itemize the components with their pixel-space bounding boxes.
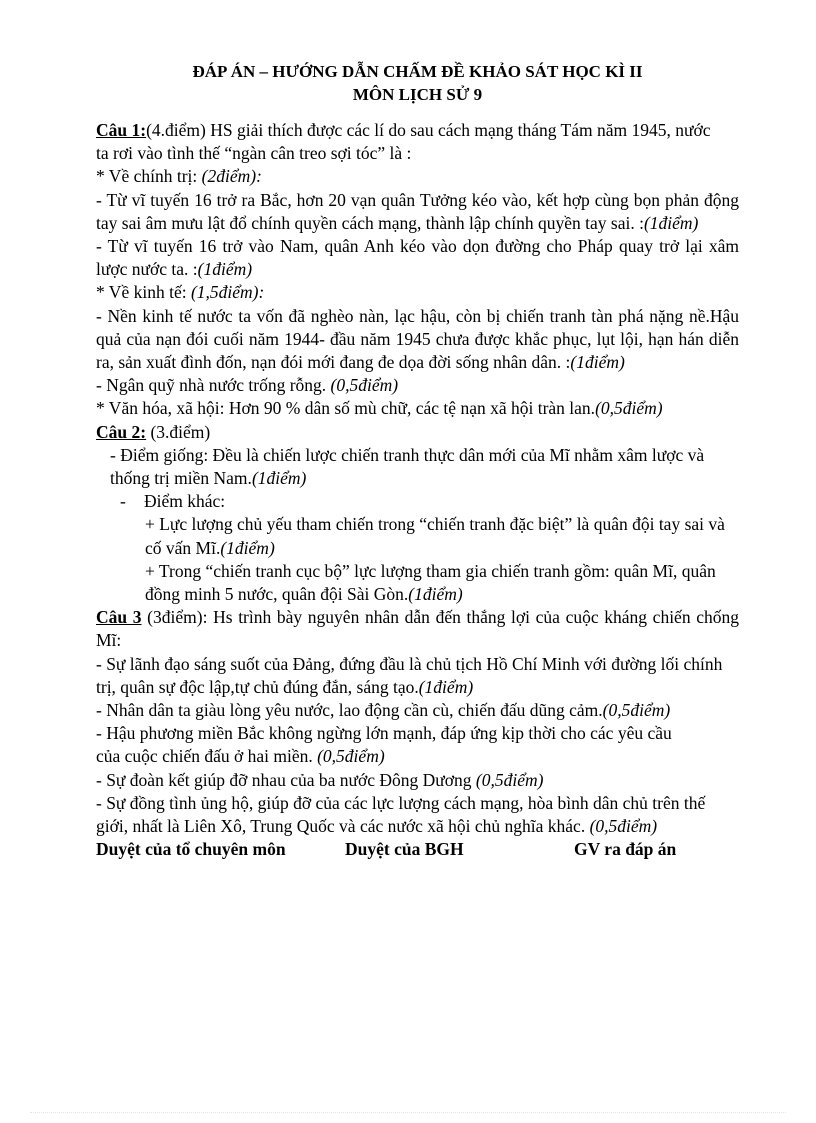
q1-economy-item-2: - Ngân quỹ nhà nước trống rỗng. (0,5điểm) [96, 375, 399, 396]
signature-teacher: GV ra đáp án [574, 839, 677, 860]
q1-economy-item-1: - Nền kinh tế nước ta vốn đã nghèo nàn, lạc hậu, còn bị chiến tranh tàn phá nặng nề.Hậu quả của nạn đói cuối năm 1944- đầu năm 1945 chưa được khắc phục, lụt lội, hạn hán diễn ra, sản xuất đình đốn, nạn đói mới đang đe dọa đời sống nhân dân. :(1điểm) [96, 305, 739, 373]
q3-intro: Câu 3 (3điểm): Hs trình bày nguyên nhân dẫn đến thắng lợi của cuộc kháng chiến chống Mĩ: [96, 607, 739, 651]
points: (1điểm) [251, 468, 307, 489]
q1-politics-heading: * Về chính trị: (2điểm): [96, 166, 262, 187]
signature-department: Duyệt của tổ chuyên môn [96, 839, 286, 860]
q2-difference-item-2: + Trong “chiến tranh cục bộ” lực lượng tham gia chiến tranh gồm: quân Mĩ, quân đồng minh 5 nước, quân đội Sài Gòn.(1điểm) [145, 560, 716, 605]
q3-reason-5: - Sự đồng tình ủng hộ, giúp đỡ của các lực lượng cách mạng, hòa bình dân chủ trên thế giới, nhất là Liên Xô, Trung Quốc và các nước xã hội chủ nghĩa khác. (0,5điểm) [96, 792, 706, 837]
q3-reason-4: - Sự đoàn kết giúp đỡ nhau của ba nước Đông Dương (0,5điểm) [96, 769, 544, 790]
page-bottom-divider [30, 1112, 786, 1113]
answer-key-page [96, 60, 739, 862]
q1-politics-item-1: - Từ vĩ tuyến 16 trở ra Bắc, hơn 20 vạn quân Tưởng kéo vào, kết hợp cùng bọn phản động tay sai âm mưu lật đổ chính quyền cách mạng, thành lập chính quyền tay sai. :(1điểm) [96, 189, 739, 233]
q1-politics-item-2: - Từ vĩ tuyến 16 trở vào Nam, quân Anh kéo vào dọn đường cho Pháp quay trở lại xâm lược nước ta. :(1điểm) [96, 236, 739, 280]
q1-intro: Câu 1:(4.điểm) HS giải thích được các lí do sau cách mạng tháng Tám năm 1945, nước ta rơi vào tình thế “ngàn cân treo sợi tóc” là : [96, 120, 711, 164]
points: (1điểm) [418, 676, 474, 697]
points: (0,5điểm) [589, 816, 658, 837]
document-header [96, 60, 739, 106]
points: (1điểm) [643, 212, 699, 233]
signature-board: Duyệt của BGH [345, 839, 464, 860]
q1-label: Câu 1: [96, 120, 147, 140]
points: (0,5điểm) [317, 746, 385, 767]
q3-reason-3: - Hậu phương miền Bắc không ngừng lớn mạnh, đáp ứng kịp thời cho các yêu cầu của cuộc chiến đấu ở hai miền. (0,5điểm) [96, 723, 672, 767]
q2-similarity: - Điểm giống: Đều là chiến lược chiến tranh thực dân mới của Mĩ nhằm xâm lược và thống trị miền Nam.(1điểm) [110, 444, 705, 489]
q3-reason-1: - Sự lãnh đạo sáng suốt của Đảng, đứng đầu là chủ tịch Hồ Chí Minh với đường lối chính trị, quân sự độc lập,tự chủ đúng đắn, sáng tạo.(1điểm) [96, 653, 723, 697]
q3-label: Câu 3 [96, 607, 142, 628]
points: (1điểm) [408, 584, 463, 605]
q2-intro: Câu 2: (3.điểm) [96, 421, 211, 442]
points: (0,5điểm) [330, 375, 399, 396]
points: (1điểm) [570, 352, 625, 373]
signature-row [96, 838, 739, 861]
subject-title: MÔN LỊCH SỬ 9 [352, 85, 483, 104]
q1-culture-item: * Văn hóa, xã hội: Hơn 90 % dân số mù chữ, các tệ nạn xã hội tràn lan.(0,5điểm) [96, 398, 663, 419]
points: (1điểm) [220, 537, 275, 558]
q1-economy-heading: * Về kinh tế: (1,5điểm): [96, 282, 265, 303]
points: (0,5điểm) [595, 398, 663, 419]
points: (1điểm) [197, 259, 253, 280]
q2-difference-item-1: + Lực lượng chủ yếu tham chiến trong “chiến tranh đặc biệt” là quân đội tay sai và cố vấn Mĩ.(1điểm) [145, 514, 725, 558]
q3-reason-2: - Nhân dân ta giàu lòng yêu nước, lao động cần cù, chiến đấu dũng cảm.(0,5điểm) [96, 700, 671, 721]
q2-label: Câu 2: [96, 421, 147, 442]
points: (0,5điểm) [475, 769, 544, 790]
points: (2điểm): [201, 166, 262, 187]
points: (1,5điểm): [190, 282, 265, 303]
document-title: ĐÁP ÁN – HƯỚNG DẪN CHẤM ĐỀ KHẢO SÁT HỌC KÌ II [192, 62, 643, 81]
q2-difference-heading: - Điểm khác: [120, 491, 226, 512]
points: (0,5điểm) [602, 700, 671, 721]
